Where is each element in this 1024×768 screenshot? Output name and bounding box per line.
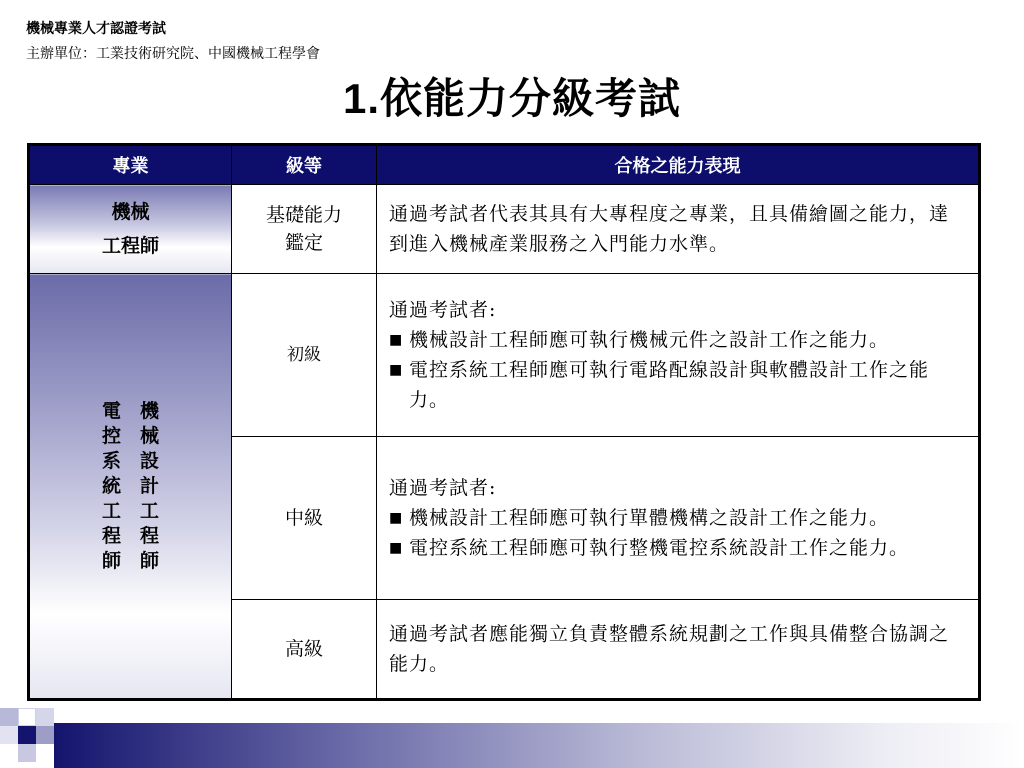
decor-square (18, 726, 36, 744)
ability-lead: 通過考試者: (389, 299, 497, 321)
level-line: 鑑定 (284, 232, 323, 254)
black-square-icon: ■ (389, 362, 404, 378)
list-item: ■ 機械設計工程師應可執行單體機構之設計工作之能力。 (389, 503, 968, 533)
black-square-icon: ■ (389, 540, 404, 556)
ability-basic: 通過考試者代表其具有大專程度之專業，且具備繪圖之能力，達到進入機械產業服務之入門能力水準。 (377, 185, 980, 274)
decor-square (0, 708, 18, 726)
level-basic (232, 185, 377, 274)
slide-title (0, 66, 1024, 126)
ability-lead: 通過考試者: (389, 477, 497, 499)
level-line: 基礎能力 (265, 204, 342, 226)
major-design-control-engineer (29, 274, 232, 700)
table-row (29, 185, 980, 274)
title-number: 1. (342, 75, 380, 122)
vertical-text-electrical: 電 控 系 統 工 程 師 (101, 399, 121, 572)
header-organizers: 主辦單位：工業技術研究院、中國機械工程學會 (26, 46, 320, 62)
decor-square (18, 744, 36, 762)
decor-square (18, 708, 36, 726)
list-item: ■ 電控系統工程師應可執行整機電控系統設計工作之能力。 (389, 533, 968, 563)
header-major: 專業 (29, 145, 232, 185)
exam-level-table (27, 143, 981, 701)
black-square-icon: ■ (389, 510, 404, 526)
header-org-title: 機械專業人才認證考試 (26, 21, 166, 37)
vertical-text-mechanical: 機 械 設 計 工 程 師 (139, 399, 159, 572)
decor-square (36, 708, 54, 726)
decor-square (0, 726, 18, 744)
major-line: 工程師 (101, 235, 159, 257)
level-intermediate: 中級 (232, 437, 377, 600)
list-item: ■ 電控系統工程師應可執行電路配線設計與軟體設計工作之能力。 (389, 355, 968, 415)
ability-advanced: 通過考試者應能獨立負責整體系統規劃之工作與具備整合協調之能力。 (377, 600, 980, 700)
ability-intermediate (377, 437, 980, 600)
major-mechanical-engineer (29, 185, 232, 274)
decor-square (36, 726, 54, 744)
level-advanced: 高級 (232, 600, 377, 700)
major-line: 機械 (111, 201, 150, 223)
footer-gradient-bar (54, 723, 1024, 768)
level-beginner: 初級 (232, 274, 377, 437)
table-header-row (29, 145, 980, 185)
list-item: ■ 機械設計工程師應可執行機械元件之設計工作之能力。 (389, 325, 968, 355)
ability-beginner (377, 274, 980, 437)
decor-square (36, 744, 54, 762)
title-text: 依能力分級考試 (380, 74, 682, 123)
black-square-icon: ■ (389, 332, 404, 348)
header-ability: 合格之能力表現 (377, 145, 980, 185)
header-level: 級等 (232, 145, 377, 185)
table-row (29, 274, 980, 437)
